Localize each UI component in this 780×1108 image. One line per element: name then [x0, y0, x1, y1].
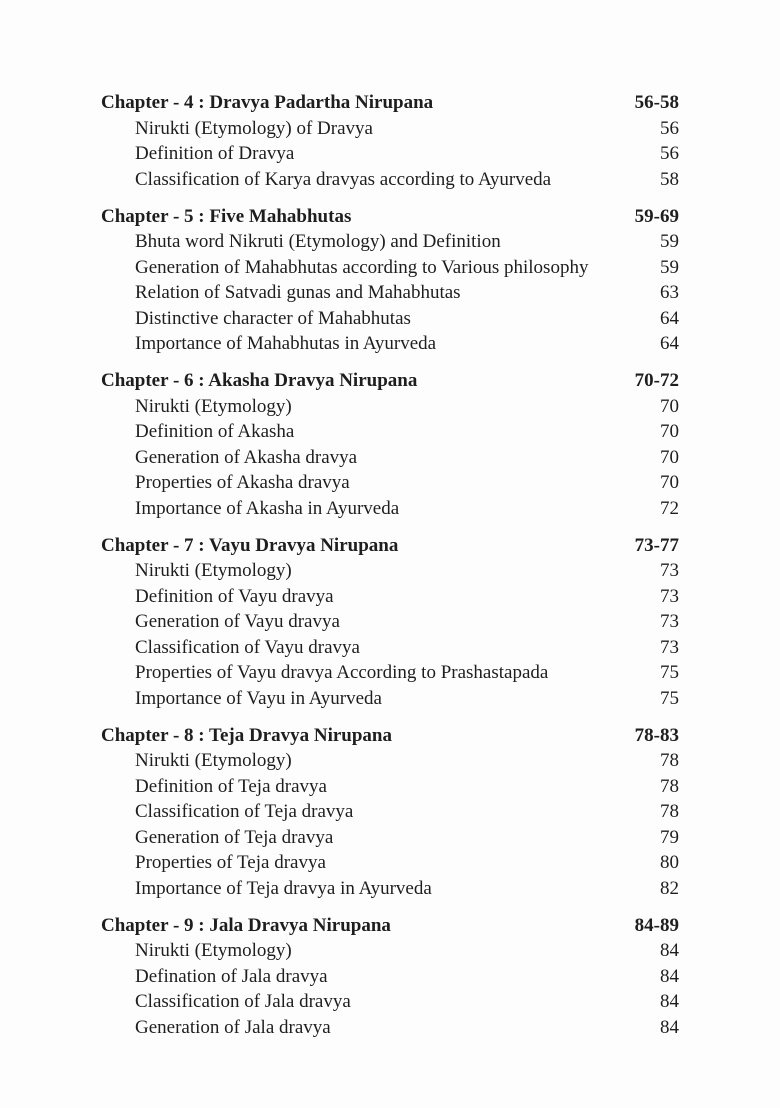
entry-label: Properties of Teja dravya [135, 852, 326, 873]
toc-entry [101, 635, 679, 661]
entry-label: Generation of Mahabhutas according to Various philosophy [135, 256, 589, 278]
toc-entry [101, 116, 679, 142]
entry-label: Importance of Akasha in Ayurveda [135, 497, 400, 519]
entry-label: Definition of Teja dravya [135, 775, 327, 797]
entry-label: Nirukti (Etymology) [135, 750, 292, 771]
entry-label: Importance of Mahabhutas in Ayurveda [135, 333, 437, 354]
entry-page-number: 73 [660, 636, 679, 658]
chapter-title: Chapter - 7 : Vayu Dravya Nirupana [101, 534, 399, 556]
chapter-title: Chapter - 4 : Dravya Padartha Nirupana [101, 92, 434, 113]
toc-entry [101, 229, 679, 255]
chapter-section [101, 913, 679, 1041]
entry-label: Relation of Satvadi gunas and Mahabhutas [135, 282, 461, 303]
entry-label: Classification of Karya dravyas according to Ayurveda [135, 168, 552, 190]
entry-label: Generation of Akasha dravya [135, 446, 358, 468]
toc-entry [101, 609, 679, 635]
chapter-title: Chapter - 5 : Five Mahabhutas [101, 205, 352, 227]
entry-label: Classification of Jala dravya [135, 991, 351, 1012]
toc-entry [101, 496, 679, 522]
chapter-heading [101, 204, 679, 230]
chapter-title: Chapter - 8 : Teja Dravya Nirupana [101, 724, 392, 746]
entry-page-number: 75 [660, 662, 679, 683]
toc-entry [101, 686, 679, 712]
entry-page-number: 75 [660, 687, 679, 709]
chapter-section [101, 90, 679, 192]
toc-entry [101, 774, 679, 800]
entry-page-number: 59 [660, 256, 679, 278]
entry-page-number: 78 [660, 750, 679, 771]
toc-entry [101, 938, 679, 964]
entry-label: Classification of Teja dravya [135, 801, 354, 822]
toc-entry [101, 660, 679, 686]
entry-label: Generation of Teja dravya [135, 826, 334, 848]
chapter-title: Chapter - 9 : Jala Dravya Nirupana [101, 914, 391, 936]
entry-page-number: 63 [660, 282, 679, 303]
entry-page-number: 70 [660, 421, 679, 442]
entry-page-number: 79 [660, 826, 679, 848]
entry-page-number: 84 [660, 991, 679, 1012]
toc-entry [101, 167, 679, 193]
toc-entry [101, 850, 679, 876]
entry-label: Definition of Vayu dravya [135, 585, 334, 607]
toc-entry [101, 876, 679, 902]
entry-label: Definition of Dravya [135, 143, 295, 164]
chapter-page-range: 73-77 [634, 534, 679, 556]
chapter-section [101, 368, 679, 521]
toc-entry [101, 470, 679, 496]
entry-label: Nirukti (Etymology) [135, 940, 292, 961]
chapter-page-range: 56-58 [634, 92, 679, 113]
chapter-heading [101, 368, 679, 394]
entry-label: Generation of Jala dravya [135, 1016, 331, 1038]
entry-page-number: 59 [660, 231, 679, 252]
toc-entry [101, 584, 679, 610]
entry-page-number: 78 [660, 801, 679, 822]
entry-page-number: 70 [660, 446, 679, 468]
entry-label: Importance of Vayu in Ayurveda [135, 687, 382, 709]
entry-label: Properties of Vayu dravya According to Prashastapada [135, 662, 549, 683]
entry-page-number: 56 [660, 117, 679, 139]
toc-entry [101, 964, 679, 990]
entry-label: Distinctive character of Mahabhutas [135, 307, 411, 329]
chapter-heading [101, 913, 679, 939]
entry-label: Generation of Vayu dravya [135, 611, 340, 632]
entry-label: Nirukti (Etymology) of Dravya [135, 117, 373, 139]
entry-label: Bhuta word Nikruti (Etymology) and Definition [135, 231, 501, 252]
entry-page-number: 73 [660, 611, 679, 632]
entry-page-number: 84 [660, 940, 679, 961]
entry-page-number: 84 [660, 1016, 679, 1038]
toc-entry [101, 141, 679, 167]
toc-entry [101, 748, 679, 774]
toc-entry [101, 825, 679, 851]
toc-entry [101, 255, 679, 281]
entry-page-number: 64 [660, 333, 679, 354]
chapter-heading [101, 723, 679, 749]
chapter-title: Chapter - 6 : Akasha Dravya Nirupana [101, 370, 418, 391]
chapter-section [101, 723, 679, 902]
entry-page-number: 72 [660, 497, 679, 519]
toc-entry [101, 331, 679, 357]
chapter-section [101, 204, 679, 357]
toc-entry [101, 394, 679, 420]
entry-page-number: 56 [660, 143, 679, 164]
entry-page-number: 84 [660, 965, 679, 987]
chapter-section [101, 533, 679, 712]
chapter-heading [101, 90, 679, 116]
entry-page-number: 73 [660, 585, 679, 607]
entry-label: Definition of Akasha [135, 421, 295, 442]
entry-page-number: 73 [660, 560, 679, 581]
entry-page-number: 58 [660, 168, 679, 190]
chapter-page-range: 70-72 [634, 370, 679, 391]
table-of-contents [101, 90, 679, 1052]
toc-entry [101, 989, 679, 1015]
toc-entry [101, 445, 679, 471]
entry-label: Importance of Teja dravya in Ayurveda [135, 877, 432, 899]
toc-entry [101, 280, 679, 306]
toc-entry [101, 799, 679, 825]
entry-page-number: 82 [660, 877, 679, 899]
toc-entry [101, 306, 679, 332]
entry-page-number: 80 [660, 852, 679, 873]
entry-page-number: 78 [660, 775, 679, 797]
toc-entry [101, 558, 679, 584]
entry-label: Properties of Akasha dravya [135, 472, 350, 493]
chapter-page-range: 78-83 [634, 724, 679, 746]
entry-label: Defination of Jala dravya [135, 965, 328, 987]
entry-page-number: 70 [660, 395, 679, 417]
toc-entry [101, 1015, 679, 1041]
chapter-page-range: 84-89 [634, 914, 679, 936]
chapter-heading [101, 533, 679, 559]
entry-label: Nirukti (Etymology) [135, 395, 292, 417]
toc-entry [101, 419, 679, 445]
entry-page-number: 64 [660, 307, 679, 329]
chapter-page-range: 59-69 [634, 205, 679, 227]
entry-label: Nirukti (Etymology) [135, 560, 292, 581]
entry-page-number: 70 [660, 472, 679, 493]
entry-label: Classification of Vayu dravya [135, 636, 360, 658]
